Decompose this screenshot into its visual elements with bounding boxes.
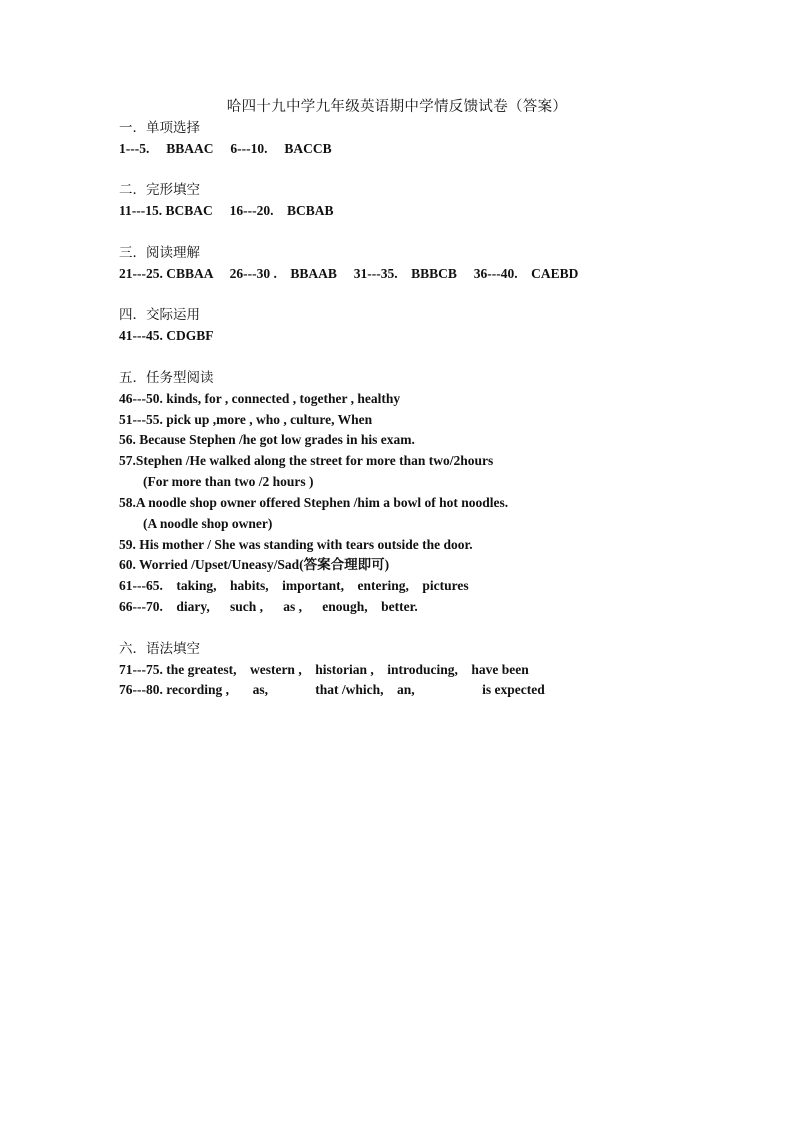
answer-line: 76---80. recording , as, that /which, an, is expected bbox=[119, 682, 545, 697]
answer-line: 71---75. the greatest, western , historian , introducing, have been bbox=[119, 662, 529, 677]
answer-line: 51---55. pick up ,more , who , culture, When bbox=[119, 412, 373, 427]
answer-line: 66---70. diary, such , as , enough, better. bbox=[119, 599, 418, 614]
answer-line: (A noodle shop owner) bbox=[143, 516, 273, 531]
answer-line: 1---5. BBAAC 6---10. BACCB bbox=[119, 141, 332, 156]
answer-line: 21---25. CBBAA 26---30 . BBAAB 31---35. BBBCB 36---40. CAEBD bbox=[119, 266, 579, 281]
section-heading: 二．完形填空 bbox=[119, 182, 200, 198]
answer-line: 60. Worried /Upset/Uneasy/Sad(答案合理即可) bbox=[119, 557, 390, 572]
section-heading: 一．单项选择 bbox=[119, 120, 200, 136]
section-heading: 五．任务型阅读 bbox=[119, 370, 214, 386]
answer-line: 59. His mother / She was standing with tears outside the door. bbox=[119, 537, 473, 552]
answer-line: 61---65. taking, habits, important, entering, pictures bbox=[119, 578, 469, 593]
answer-line: 58.A noodle shop owner offered Stephen /him a bowl of hot noodles. bbox=[119, 495, 509, 510]
section-heading: 六．语法填空 bbox=[119, 641, 200, 657]
answer-line: (For more than two /2 hours ) bbox=[143, 474, 314, 489]
section-heading: 四．交际运用 bbox=[119, 307, 200, 323]
answer-line: 46---50. kinds, for , connected , together , healthy bbox=[119, 391, 401, 406]
page-title: 哈四十九中学九年级英语期中学情反馈试卷（答案） bbox=[226, 99, 568, 115]
answer-line: 41---45. CDGBF bbox=[119, 328, 214, 343]
answer-line: 11---15. BCBAC 16---20. BCBAB bbox=[119, 203, 334, 218]
section-heading: 三．阅读理解 bbox=[119, 245, 200, 261]
answer-line: 56. Because Stephen /he got low grades in his exam. bbox=[119, 432, 415, 447]
answer-line: 57.Stephen /He walked along the street for more than two/2hours bbox=[119, 453, 494, 468]
